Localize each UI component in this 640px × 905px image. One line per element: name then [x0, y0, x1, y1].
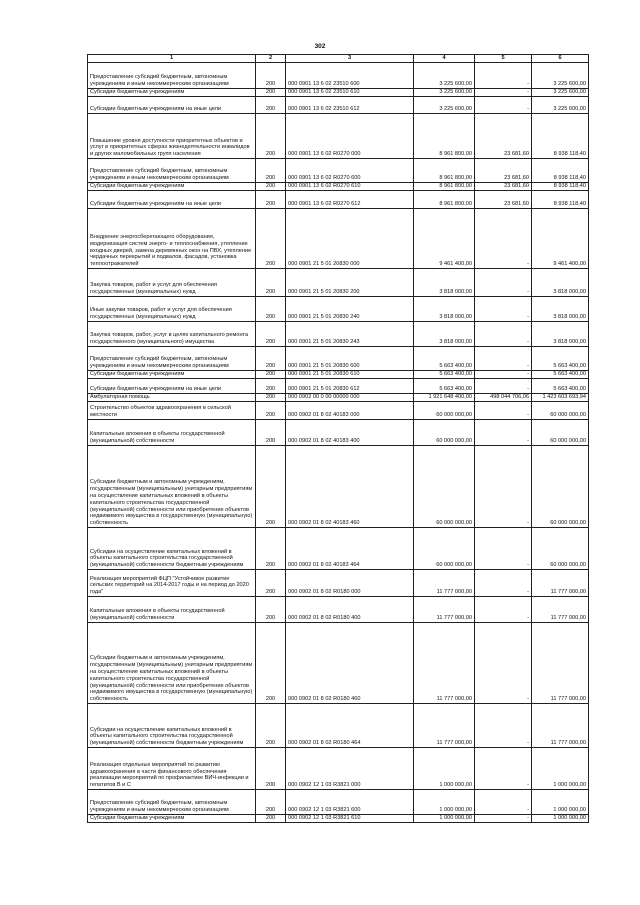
page-number: 302: [314, 43, 326, 50]
row-remaining-cell: 11 777 000,00: [532, 623, 589, 704]
table-row: [88, 394, 589, 402]
table-row: [88, 704, 589, 748]
row-remaining-cell: 3 818 000,00: [532, 297, 589, 322]
row-name-cell: Закупка товаров, работ, услуг в целях капитального ремонта государственного (муниципального) имущества: [88, 322, 256, 347]
row-indicator-cell: 200: [256, 347, 286, 371]
row-approved-cell: 9 461 400,00: [414, 209, 475, 269]
row-code-cell: 000 0901 21 5 01 20830 000: [286, 209, 414, 269]
row-indicator-cell: 200: [256, 191, 286, 209]
row-executed-cell: 498 044 706,06: [475, 394, 532, 402]
table-row: [88, 815, 589, 823]
row-indicator-cell: 200: [256, 379, 286, 394]
row-name-cell: Субсидии бюджетным учреждениям: [88, 89, 256, 97]
row-remaining-cell: 1 000 000,00: [532, 790, 589, 815]
row-remaining-cell: 8 938 118,40: [532, 114, 589, 159]
row-approved-cell: 5 663 400,00: [414, 371, 475, 379]
row-executed-cell: -: [475, 570, 532, 597]
row-executed-cell: -: [475, 322, 532, 347]
row-name-cell: Предоставление субсидий бюджетным, автономным учреждениям и иным некоммерческим организациям: [88, 790, 256, 815]
row-remaining-cell: 5 663 400,00: [532, 371, 589, 379]
row-code-cell: 000 0902 01 8 02 40183 464: [286, 528, 414, 570]
row-name-cell: Субсидии бюджетным и автономным учреждениям, государственным (муниципальным) унитарным предприятиям на осуществление капитальных вложений в объекты капитального строительства государственной (муниципальной) собственности или приобретение объектов недвижимого имущества в государственную (муниципальную) собственность: [88, 446, 256, 528]
row-approved-cell: 1 000 000,00: [414, 790, 475, 815]
row-code-cell: 000 0902 01 8 02 R0180 000: [286, 570, 414, 597]
row-name-cell: Капитальные вложения в объекты государственной (муниципальной) собственности: [88, 420, 256, 446]
row-code-cell: 000 0901 13 6 02 R0270 610: [286, 183, 414, 191]
row-approved-cell: 8 961 800,00: [414, 183, 475, 191]
column-header: 1: [88, 55, 256, 63]
row-remaining-cell: 3 225 600,00: [532, 89, 589, 97]
row-remaining-cell: 3 225 600,00: [532, 97, 589, 114]
row-approved-cell: 1 000 000,00: [414, 815, 475, 823]
row-name-cell: Субсидии на осуществление капитальных вложений в объекты капитального строительства государственной (муниципальной) собственности бюджетным учреждениям: [88, 704, 256, 748]
row-remaining-cell: 11 777 000,00: [532, 704, 589, 748]
row-executed-cell: 23 681,60: [475, 183, 532, 191]
row-executed-cell: -: [475, 446, 532, 528]
row-name-cell: Амбулаторная помощь: [88, 394, 256, 402]
row-executed-cell: 23 681,60: [475, 159, 532, 183]
column-header: 5: [475, 55, 532, 63]
row-code-cell: 000 0901 21 5 01 20830 240: [286, 297, 414, 322]
row-indicator-cell: 200: [256, 446, 286, 528]
row-approved-cell: 60 000 000,00: [414, 446, 475, 528]
table-row: [88, 114, 589, 159]
row-code-cell: 000 0902 01 8 02 R0180 400: [286, 597, 414, 623]
row-indicator-cell: 200: [256, 790, 286, 815]
row-executed-cell: 23 681,60: [475, 191, 532, 209]
row-indicator-cell: 200: [256, 704, 286, 748]
column-header: 6: [532, 55, 589, 63]
table-row: [88, 89, 589, 97]
row-code-cell: 000 0902 12 1 03 R3821 600: [286, 790, 414, 815]
row-code-cell: 000 0901 13 6 02 23510 612: [286, 97, 414, 114]
row-approved-cell: 1 921 648 400,00: [414, 394, 475, 402]
row-executed-cell: -: [475, 623, 532, 704]
row-approved-cell: 11 777 000,00: [414, 704, 475, 748]
row-remaining-cell: 5 663 400,00: [532, 379, 589, 394]
row-approved-cell: 60 000 000,00: [414, 420, 475, 446]
row-executed-cell: 23 681,60: [475, 114, 532, 159]
row-name-cell: Субсидии бюджетным учреждениям: [88, 371, 256, 379]
row-indicator-cell: 200: [256, 371, 286, 379]
row-indicator-cell: 200: [256, 97, 286, 114]
row-name-cell: Закупка товаров, работ и услуг для обеспечения государственных (муниципальных) нужд: [88, 269, 256, 297]
table-row: [88, 63, 589, 89]
row-executed-cell: -: [475, 379, 532, 394]
row-executed-cell: -: [475, 269, 532, 297]
row-remaining-cell: 1 000 000,00: [532, 815, 589, 823]
row-executed-cell: -: [475, 297, 532, 322]
row-approved-cell: 3 225 600,00: [414, 97, 475, 114]
table-row: [88, 371, 589, 379]
budget-table: [87, 54, 589, 823]
row-code-cell: 000 0901 13 6 02 23510 600: [286, 63, 414, 89]
row-name-cell: Субсидии бюджетным учреждениям на иные цели: [88, 191, 256, 209]
table-row: [88, 347, 589, 371]
row-executed-cell: -: [475, 347, 532, 371]
row-name-cell: Внедрение энергосберегающего оборудования, модернизация систем энерго- и теплоснабжения, утепление входных дверей, замена деревянных окон на ПВХ, утепление чердачных перекрытий и подвалов, фасадов, установка теплоотражателей: [88, 209, 256, 269]
row-indicator-cell: 200: [256, 322, 286, 347]
row-indicator-cell: 200: [256, 159, 286, 183]
table-row: [88, 191, 589, 209]
row-code-cell: 000 0902 01 8 02 40183 460: [286, 446, 414, 528]
row-indicator-cell: 200: [256, 597, 286, 623]
row-approved-cell: 11 777 000,00: [414, 597, 475, 623]
row-indicator-cell: 200: [256, 183, 286, 191]
row-approved-cell: 11 777 000,00: [414, 623, 475, 704]
row-indicator-cell: 200: [256, 114, 286, 159]
row-name-cell: Субсидии бюджетным учреждениям на иные цели: [88, 379, 256, 394]
row-executed-cell: -: [475, 704, 532, 748]
row-name-cell: Предоставление субсидий бюджетным, автономным учреждениям и иным некоммерческим организациям: [88, 347, 256, 371]
row-approved-cell: 3 818 000,00: [414, 269, 475, 297]
table-row: [88, 183, 589, 191]
row-approved-cell: 3 225 600,00: [414, 89, 475, 97]
row-remaining-cell: 60 000 000,00: [532, 528, 589, 570]
row-remaining-cell: 3 225 600,00: [532, 63, 589, 89]
row-code-cell: 000 0902 12 1 03 R3821 000: [286, 748, 414, 790]
row-indicator-cell: 200: [256, 394, 286, 402]
row-remaining-cell: 1 423 603 693,94: [532, 394, 589, 402]
table-row: [88, 159, 589, 183]
row-executed-cell: -: [475, 748, 532, 790]
row-remaining-cell: 8 938 118,40: [532, 191, 589, 209]
row-indicator-cell: 200: [256, 570, 286, 597]
row-approved-cell: 5 663 400,00: [414, 347, 475, 371]
row-approved-cell: 1 000 000,00: [414, 748, 475, 790]
table-row: [88, 748, 589, 790]
row-indicator-cell: 200: [256, 420, 286, 446]
row-indicator-cell: 200: [256, 63, 286, 89]
row-indicator-cell: 200: [256, 209, 286, 269]
row-code-cell: 000 0902 00 0 00 00000 000: [286, 394, 414, 402]
column-header: 2: [256, 55, 286, 63]
row-name-cell: Субсидии бюджетным и автономным учреждениям, государственным (муниципальным) унитарным предприятиям на осуществление капитальных вложений в объекты капитального строительства государственной (муниципальной) собственности или приобретение объектов недвижимого имущества в государственную (муниципальную) собственность: [88, 623, 256, 704]
row-remaining-cell: 11 777 000,00: [532, 570, 589, 597]
table-row: [88, 322, 589, 347]
table-row: [88, 269, 589, 297]
row-remaining-cell: 5 663 400,00: [532, 347, 589, 371]
column-header: 4: [414, 55, 475, 63]
row-code-cell: 000 0902 01 8 02 R0180 460: [286, 623, 414, 704]
row-code-cell: 000 0901 13 6 02 R0270 612: [286, 191, 414, 209]
row-code-cell: 000 0901 13 6 02 23510 610: [286, 89, 414, 97]
row-code-cell: 000 0902 01 8 02 R0180 464: [286, 704, 414, 748]
row-approved-cell: 5 663 400,00: [414, 379, 475, 394]
table-row: [88, 209, 589, 269]
table-row: [88, 597, 589, 623]
row-remaining-cell: 60 000 000,00: [532, 446, 589, 528]
row-approved-cell: 3 818 000,00: [414, 322, 475, 347]
row-name-cell: Субсидии бюджетным учреждениям: [88, 815, 256, 823]
row-executed-cell: -: [475, 420, 532, 446]
column-header: 3: [286, 55, 414, 63]
row-indicator-cell: 200: [256, 748, 286, 790]
row-executed-cell: -: [475, 209, 532, 269]
row-executed-cell: -: [475, 815, 532, 823]
table-row: [88, 379, 589, 394]
row-approved-cell: 60 000 000,00: [414, 402, 475, 420]
row-indicator-cell: 200: [256, 269, 286, 297]
table-row: [88, 570, 589, 597]
row-approved-cell: 11 777 000,00: [414, 570, 475, 597]
row-code-cell: 000 0902 01 8 02 40183 400: [286, 420, 414, 446]
row-name-cell: Субсидии на осуществление капитальных вложений в объекты капитального строительства государственной (муниципальной) собственности бюджетным учреждениям: [88, 528, 256, 570]
table-row: [88, 297, 589, 322]
row-executed-cell: -: [475, 597, 532, 623]
row-code-cell: 000 0901 21 5 01 20830 612: [286, 379, 414, 394]
row-code-cell: 000 0901 13 6 02 R0270 000: [286, 114, 414, 159]
row-code-cell: 000 0901 13 6 02 R0270 600: [286, 159, 414, 183]
row-executed-cell: -: [475, 97, 532, 114]
row-name-cell: Предоставление субсидий бюджетным, автономным учреждениям и иным некоммерческим организациям: [88, 159, 256, 183]
row-indicator-cell: 200: [256, 402, 286, 420]
row-approved-cell: 8 961 800,00: [414, 191, 475, 209]
row-name-cell: Субсидии бюджетным учреждениям на иные цели: [88, 97, 256, 114]
row-remaining-cell: 60 000 000,00: [532, 402, 589, 420]
row-remaining-cell: 1 000 000,00: [532, 748, 589, 790]
row-name-cell: Реализация отдельных мероприятий по развитию здравоохранения в части финансового обеспечения реализации мероприятий по профилактике ВИЧ-инфекции и гепатитов В и С: [88, 748, 256, 790]
row-indicator-cell: 200: [256, 623, 286, 704]
row-name-cell: Субсидии бюджетным учреждениям: [88, 183, 256, 191]
table-header-row: [88, 55, 589, 63]
row-remaining-cell: 11 777 000,00: [532, 597, 589, 623]
row-remaining-cell: 9 461 400,00: [532, 209, 589, 269]
row-code-cell: 000 0901 21 5 01 20830 600: [286, 347, 414, 371]
row-approved-cell: 8 961 800,00: [414, 114, 475, 159]
row-executed-cell: -: [475, 63, 532, 89]
row-name-cell: Повышение уровня доступности приоритетных объектов и услуг в приоритетных сферах жизнедеятельности инвалидов и других маломобильных групп населения: [88, 114, 256, 159]
row-indicator-cell: 200: [256, 528, 286, 570]
row-remaining-cell: 8 938 118,40: [532, 159, 589, 183]
table-row: [88, 446, 589, 528]
row-code-cell: 000 0902 12 1 03 R3821 610: [286, 815, 414, 823]
table-row: [88, 623, 589, 704]
row-name-cell: Предоставление субсидий бюджетным, автономным учреждениям и иным некоммерческим организациям: [88, 63, 256, 89]
row-code-cell: 000 0901 21 5 01 20830 610: [286, 371, 414, 379]
row-approved-cell: 8 961 800,00: [414, 159, 475, 183]
row-indicator-cell: 200: [256, 297, 286, 322]
row-executed-cell: -: [475, 89, 532, 97]
row-executed-cell: -: [475, 528, 532, 570]
row-name-cell: Строительство объектов здравоохранения в сельской местности: [88, 402, 256, 420]
table-row: [88, 528, 589, 570]
row-remaining-cell: 8 938 118,40: [532, 183, 589, 191]
row-code-cell: 000 0901 21 5 01 20830 243: [286, 322, 414, 347]
row-indicator-cell: 200: [256, 89, 286, 97]
row-code-cell: 000 0902 01 8 02 40183 000: [286, 402, 414, 420]
row-indicator-cell: 200: [256, 815, 286, 823]
row-approved-cell: 60 000 000,00: [414, 528, 475, 570]
row-code-cell: 000 0901 21 5 01 20830 200: [286, 269, 414, 297]
row-name-cell: Капитальные вложения в объекты государственной (муниципальной) собственности: [88, 597, 256, 623]
row-executed-cell: -: [475, 790, 532, 815]
row-name-cell: Реализация мероприятий ФЦП "Устойчивое развитие сельских территорий на 2014-2017 годы и на период до 2020 года": [88, 570, 256, 597]
row-remaining-cell: 60 000 000,00: [532, 420, 589, 446]
table-row: [88, 402, 589, 420]
row-remaining-cell: 3 818 000,00: [532, 269, 589, 297]
row-executed-cell: -: [475, 402, 532, 420]
row-approved-cell: 3 225 600,00: [414, 63, 475, 89]
table-row: [88, 97, 589, 114]
row-name-cell: Иные закупки товаров, работ и услуг для обеспечения государственных (муниципальных) нужд: [88, 297, 256, 322]
table-row: [88, 790, 589, 815]
row-remaining-cell: 3 818 000,00: [532, 322, 589, 347]
table-row: [88, 420, 589, 446]
row-approved-cell: 3 818 000,00: [414, 297, 475, 322]
row-executed-cell: -: [475, 371, 532, 379]
